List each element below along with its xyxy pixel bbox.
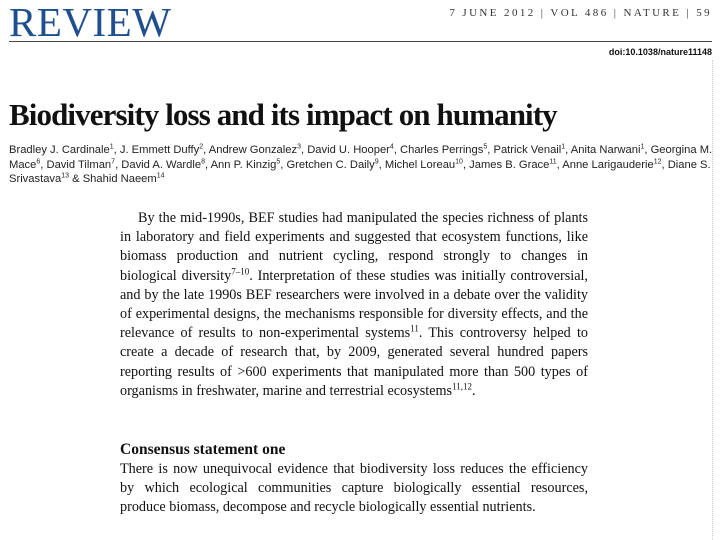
author-separator: ,	[487, 144, 494, 156]
author-separator: ,	[644, 144, 651, 156]
section-heading: Consensus statement one	[120, 441, 286, 458]
body-text-part: .	[472, 382, 476, 399]
citation-ref[interactable]: 11	[410, 323, 419, 334]
author-separator: ,	[300, 144, 308, 156]
author-list	[9, 143, 714, 187]
author-name: David Tilman	[46, 158, 112, 171]
journal-meta: 7 JUNE 2012 | VOL 486 | NATURE | 59	[449, 7, 712, 19]
author-name: Georgina M. Mace	[9, 144, 713, 171]
author-name: Anne Larigauderie	[562, 158, 654, 171]
author-affiliation: 4	[389, 143, 394, 151]
author-affiliation: 7	[111, 157, 116, 165]
author-affiliation: 12	[653, 157, 662, 165]
author-separator: ,	[565, 144, 571, 156]
citation-ref[interactable]: 11,12	[452, 381, 472, 392]
author-name: David A. Wardle	[121, 158, 202, 171]
author-separator: ,	[203, 144, 209, 156]
author-name: Ann P. Kinzig	[210, 158, 277, 171]
citation-ref[interactable]: 7–10	[231, 265, 250, 276]
author-affiliation: 8	[201, 157, 205, 165]
author-separator: ,	[556, 158, 563, 171]
author-affiliation: 1	[640, 143, 645, 151]
author-affiliation: 2	[199, 143, 204, 151]
author-name: Michel Loreau	[384, 158, 456, 171]
author-separator: ,	[378, 158, 385, 171]
author-name: Diane S. Srivastava	[9, 158, 711, 186]
author-separator: ,	[40, 158, 47, 171]
author-separator: &	[69, 173, 83, 186]
author-affiliation: 11	[549, 157, 557, 165]
author-separator: ,	[462, 158, 470, 171]
page-edge-line	[712, 60, 713, 540]
body-text-part: . This controversy helped to create a decade of research that, by 2009, generated several hundred papers reporting results of >600 experiments that manipulated more than 500 types of organisms in freshwater, marine and terrestrial ecosystems	[120, 325, 588, 399]
author-affiliation: 10	[455, 157, 463, 165]
author-name: Gretchen C. Daily	[286, 158, 375, 171]
section-paragraph: There is now unequivocal evidence that biodiversity loss reduces the efficiency by which ecological communities capture biologically essential resources, produce biomass, decompose and recycle biologically essential nutrients.	[120, 461, 588, 516]
header-divider	[9, 41, 712, 42]
author-name: David U. Hooper	[307, 144, 390, 156]
author-affiliation: 13	[61, 172, 70, 180]
author-name: J. Emmett Duffy	[119, 144, 200, 156]
author-affiliation: 1	[109, 143, 114, 151]
author-name: Andrew Gonzalez	[208, 144, 298, 156]
author-affiliation: 14	[156, 172, 165, 180]
section-label: REVIEW	[9, 0, 172, 45]
author-affiliation: 5	[276, 157, 281, 165]
author-affiliation: 9	[374, 157, 379, 165]
author-name: Bradley J. Cardinale	[9, 144, 110, 156]
author-name: Shahid Naeem	[82, 173, 157, 186]
author-separator: ,	[393, 144, 401, 156]
author-name: Patrick Venail	[493, 144, 562, 156]
author-separator: ,	[280, 158, 287, 171]
author-affiliation: 6	[36, 157, 41, 165]
author-separator: ,	[661, 158, 668, 171]
author-affiliation: 1	[561, 143, 566, 151]
author-name: James B. Grace	[469, 158, 550, 171]
author-separator: ,	[204, 158, 211, 171]
body-paragraph	[120, 209, 588, 401]
body-text-part: By the mid-1990s, BEF studies had manipulated the species richness of plants in laboratory and field experiments and suggested that ecosystem functions, like biomass production and nutrient cycling, respond strongly to changes in biological diversity	[120, 210, 588, 284]
author-affiliation: 3	[297, 143, 301, 151]
article-title: Biodiversity loss and its impact on humanity	[9, 97, 557, 132]
author-name: Anita Narwani	[570, 144, 641, 156]
author-affiliation: 5	[483, 143, 488, 151]
consensus-section	[120, 440, 588, 518]
author-separator: ,	[113, 144, 120, 156]
author-name: Charles Perrings	[400, 144, 484, 156]
doi[interactable]: doi:10.1038/nature11148	[608, 47, 712, 57]
body-text	[120, 209, 588, 401]
body-text-part: . Interpretation of these studies was initially controversial, and by the late 1990s BEF researchers were involved in a debate over the validity of experimental designs, the mechanisms responsible for diversity effects, and the relevance of results to non-experimental systems	[120, 267, 588, 342]
author-separator: ,	[115, 158, 122, 171]
